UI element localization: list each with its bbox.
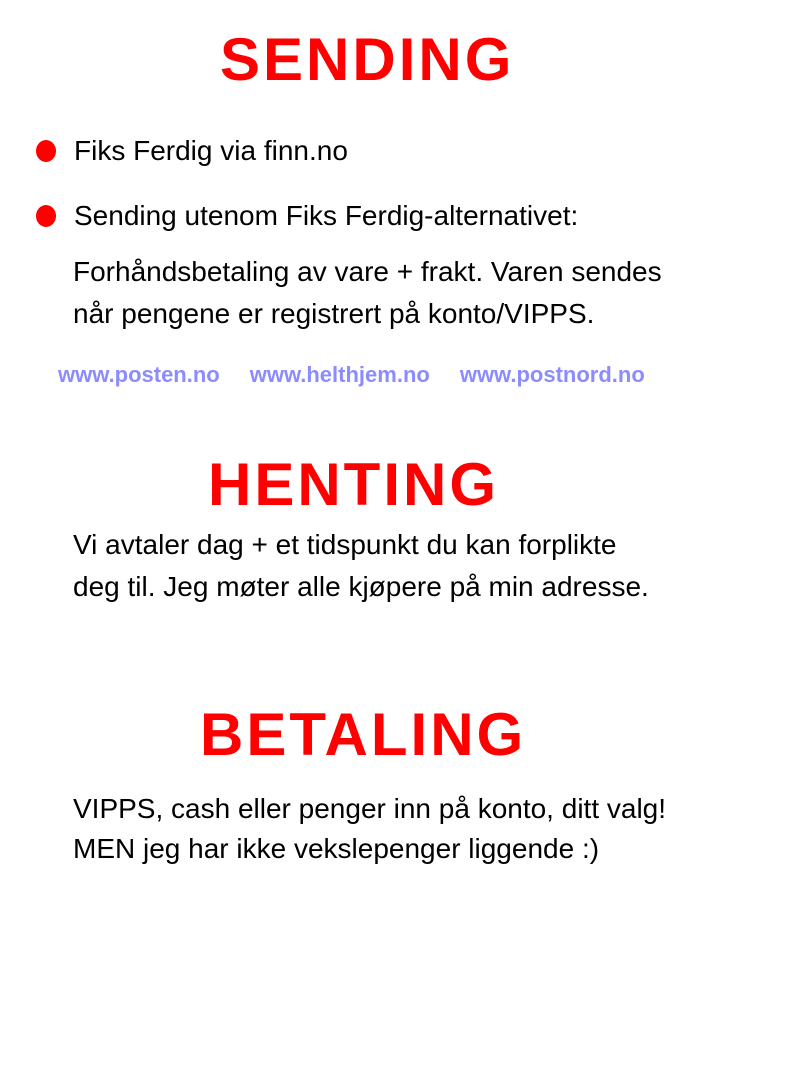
bullet-dot-icon	[36, 205, 56, 227]
henting-text-line: deg til. Jeg møter alle kjøpere på min adresse.	[73, 571, 649, 602]
link-posten[interactable]: www.posten.no	[58, 362, 220, 387]
betaling-heading: BETALING	[200, 701, 527, 768]
bullet-item	[36, 195, 578, 237]
henting-heading: HENTING	[208, 451, 499, 518]
betaling-text-line: MEN jeg har ikke vekslepenger liggende :)	[73, 833, 600, 864]
sending-text-line: Forhåndsbetaling av vare + frakt. Varen sendes	[73, 256, 662, 287]
sending-text-line: når pengene er registrert på konto/VIPPS.	[73, 298, 595, 329]
shipping-links	[58, 362, 645, 388]
link-helthjem[interactable]: www.helthjem.no	[249, 362, 430, 387]
link-postnord[interactable]: www.postnord.no	[459, 362, 645, 387]
bullet-label: Fiks Ferdig via finn.no	[74, 135, 348, 166]
bullet-dot-icon	[36, 140, 56, 162]
betaling-text-line: VIPPS, cash eller penger inn på konto, ditt valg!	[73, 793, 667, 824]
sending-heading: SENDING	[220, 26, 515, 93]
bullet-item	[36, 130, 348, 172]
henting-text-line: Vi avtaler dag + et tidspunkt du kan forplikte	[73, 529, 617, 560]
bullet-label: Sending utenom Fiks Ferdig-alternativet:	[74, 200, 579, 231]
